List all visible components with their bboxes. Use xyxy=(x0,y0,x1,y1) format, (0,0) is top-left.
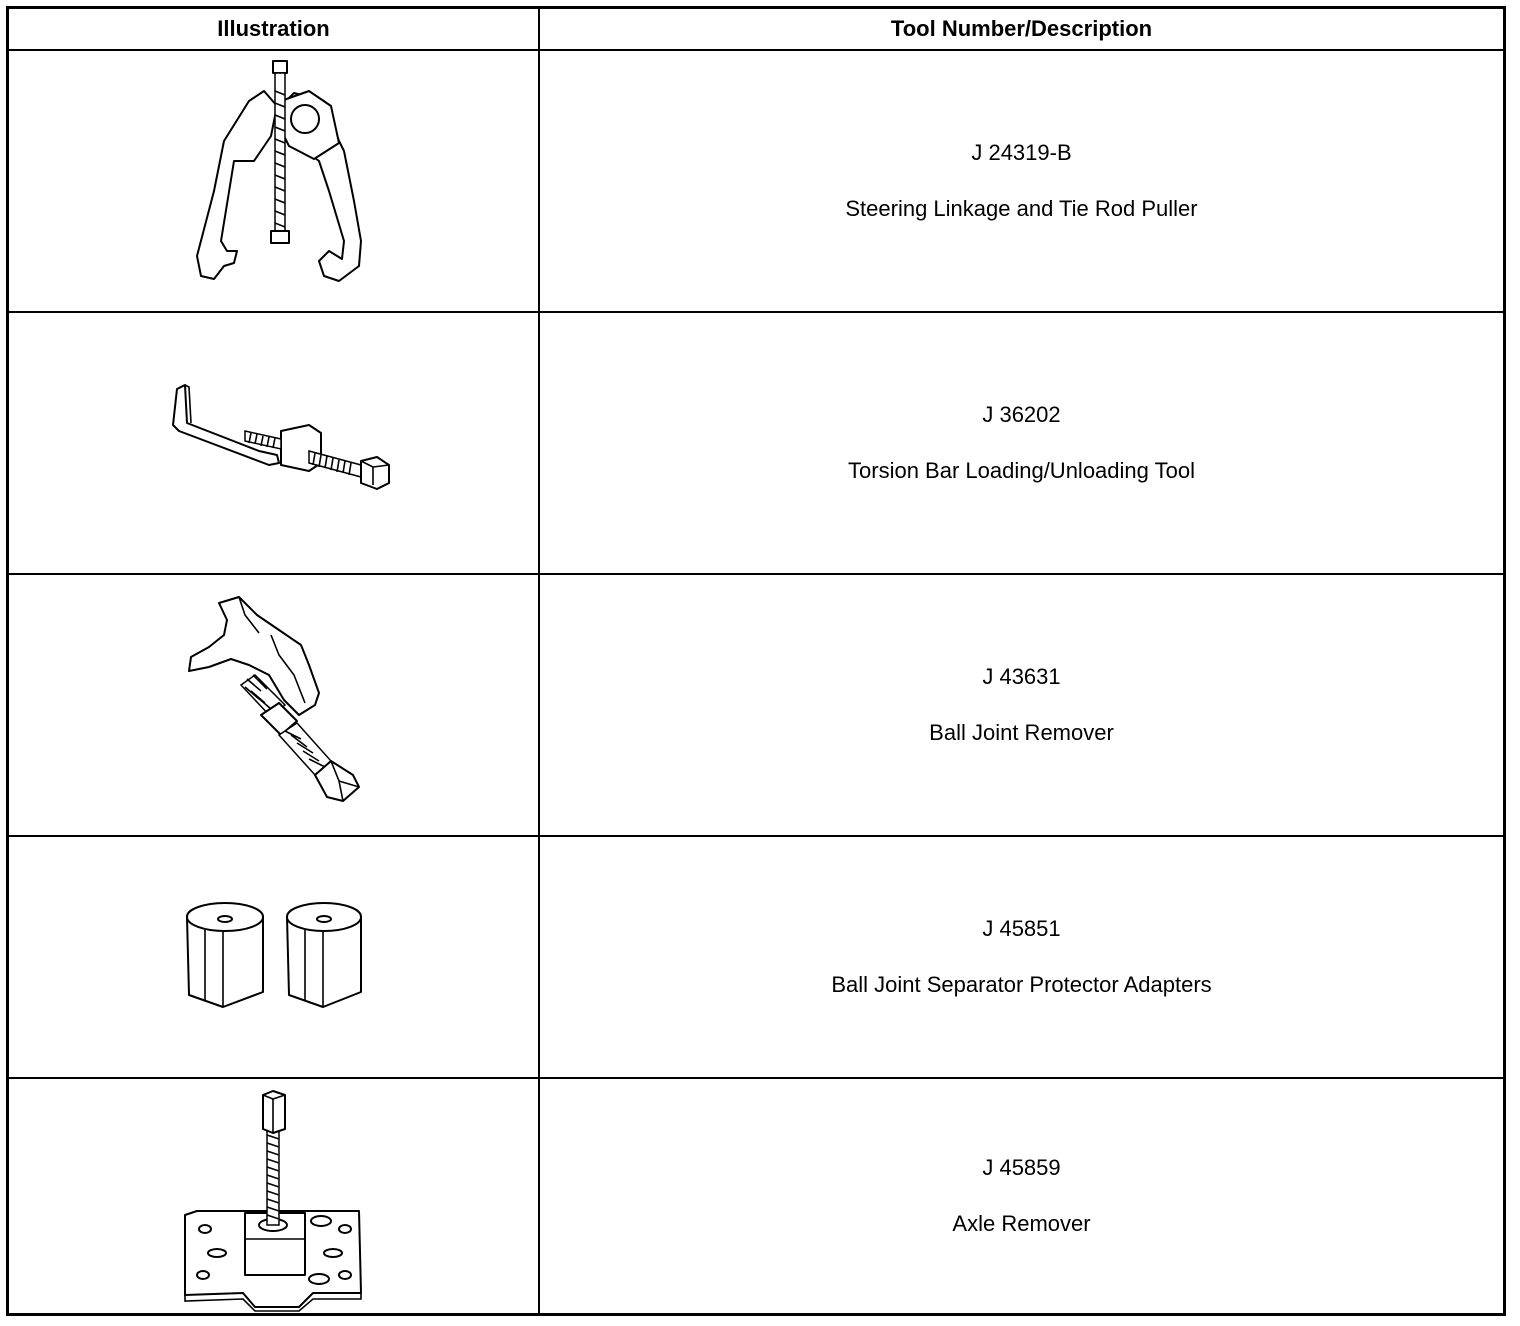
tool-description: Steering Linkage and Tie Rod Puller xyxy=(845,196,1198,221)
header-tool-description: Tool Number/Description xyxy=(890,16,1153,41)
illustration-cell xyxy=(9,837,538,1077)
tool-number: J 24319-B xyxy=(971,140,1072,165)
tool-number: J 45859 xyxy=(982,1155,1061,1180)
ball-joint-remover-icon xyxy=(9,575,538,835)
table-row xyxy=(9,313,1503,573)
description-cell xyxy=(540,313,1503,573)
table-row xyxy=(9,575,1503,835)
torsion-bar-tool-icon xyxy=(9,313,538,573)
description-cell xyxy=(540,1079,1503,1313)
tool-description: Torsion Bar Loading/Unloading Tool xyxy=(848,458,1195,483)
tool-number: J 45851 xyxy=(982,916,1061,941)
tool-number: J 43631 xyxy=(982,664,1061,689)
axle-remover-icon xyxy=(9,1079,538,1313)
table-row xyxy=(9,837,1503,1077)
protector-adapters-icon xyxy=(9,837,538,1077)
illustration-cell xyxy=(9,51,538,311)
description-cell xyxy=(540,837,1503,1077)
description-cell xyxy=(540,575,1503,835)
tool-description: Axle Remover xyxy=(952,1211,1091,1236)
tool-number: J 36202 xyxy=(982,402,1061,427)
description-cell xyxy=(540,51,1503,311)
header-illustration: Illustration xyxy=(217,16,330,41)
table-row xyxy=(9,1079,1503,1313)
table-row xyxy=(9,51,1503,311)
tie-rod-puller-icon xyxy=(9,51,538,311)
tool-description: Ball Joint Separator Protector Adapters xyxy=(831,972,1212,997)
illustration-cell xyxy=(9,1079,538,1313)
tools-table xyxy=(6,6,1506,1316)
illustration-cell xyxy=(9,313,538,573)
illustration-cell xyxy=(9,575,538,835)
tool-description: Ball Joint Remover xyxy=(929,720,1114,745)
